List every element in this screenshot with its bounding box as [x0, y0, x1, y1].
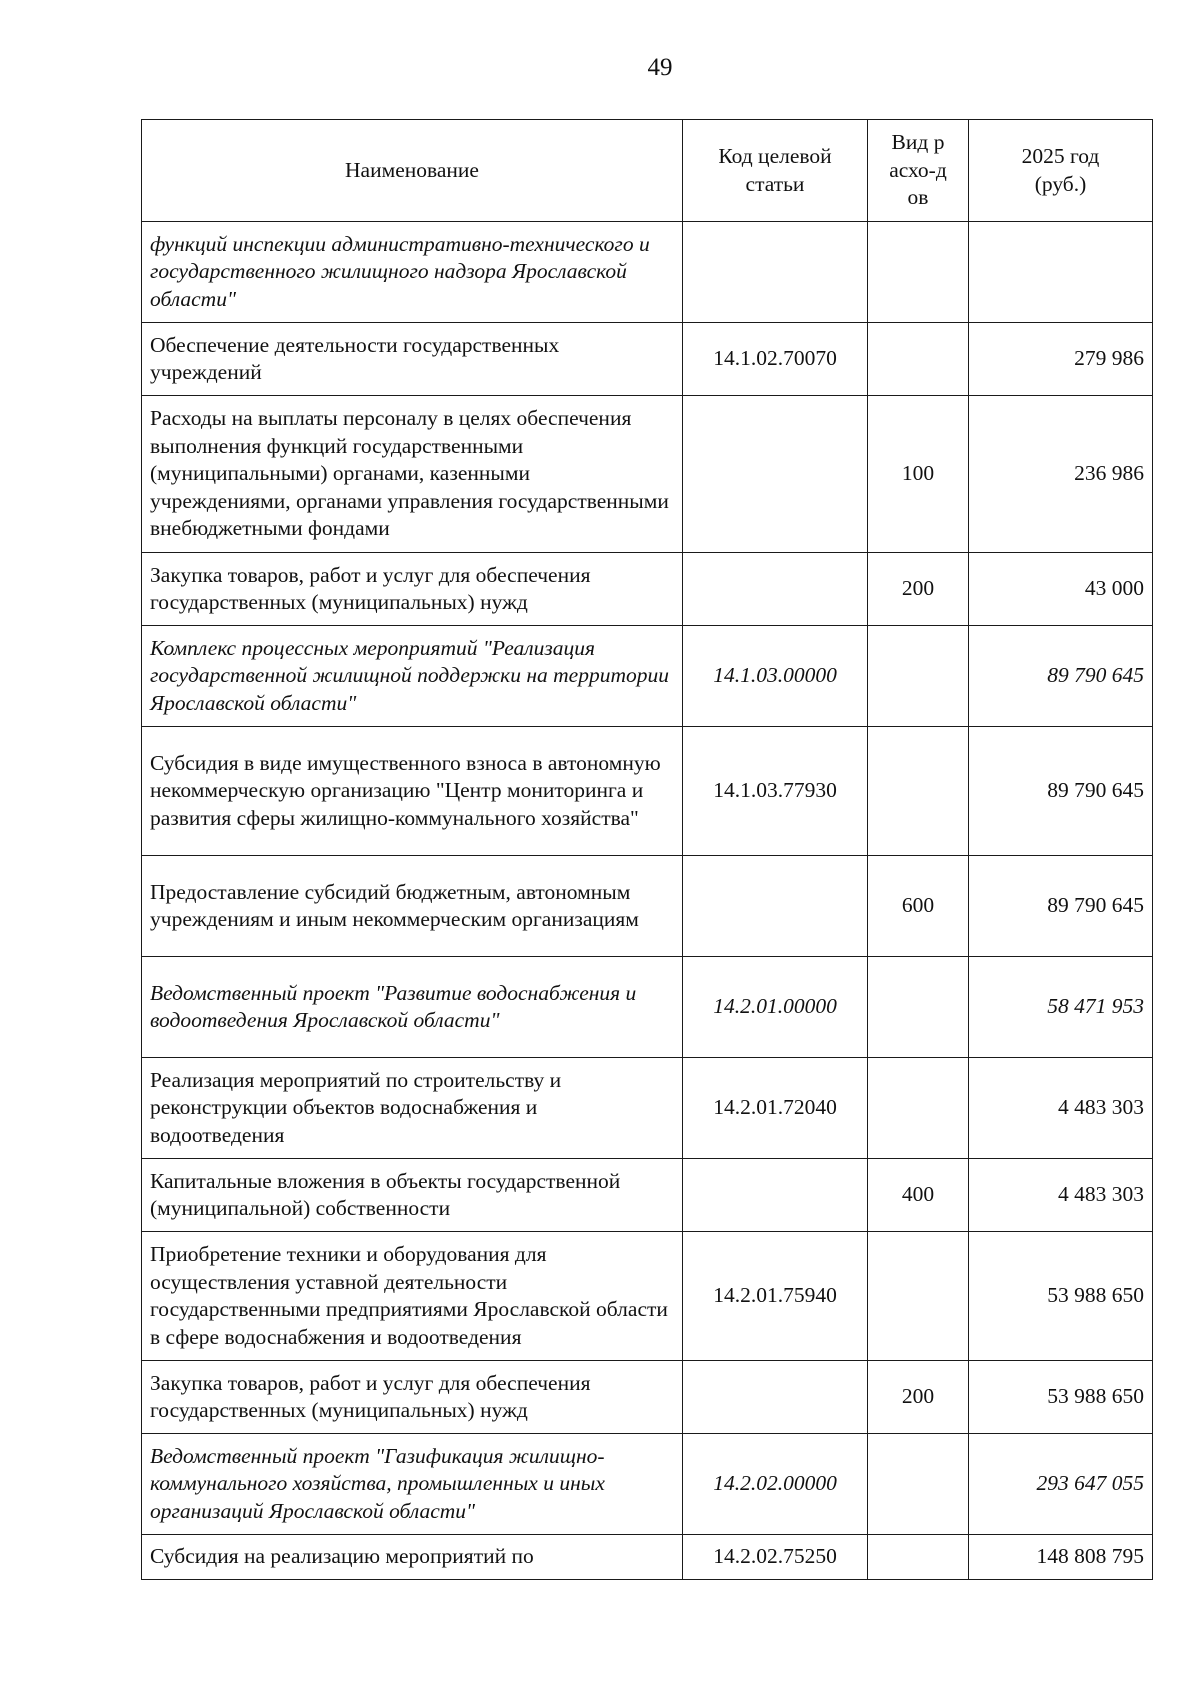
header-kind [868, 120, 969, 222]
row-name: Закупка товаров, работ и услуг для обеспечения государственных (муниципальных) нужд [142, 1361, 683, 1434]
row-code: 14.2.02.00000 [683, 1434, 868, 1535]
row-amount: 43 000 [969, 553, 1153, 626]
header-name: Наименование [142, 120, 683, 222]
row-kind: 200 [868, 553, 969, 626]
row-code: 14.2.02.75250 [683, 1535, 868, 1580]
row-amount: 89 790 645 [969, 856, 1153, 957]
row-name: Ведомственный проект "Развитие водоснабжения и водоотведения Ярославской области" [142, 957, 683, 1058]
header-row [142, 120, 1153, 222]
row-kind [868, 1535, 969, 1580]
row-name: Капитальные вложения в объекты государственной (муниципальной) собственности [142, 1159, 683, 1232]
row-kind [868, 626, 969, 727]
row-code [683, 222, 868, 323]
row-amount: 53 988 650 [969, 1232, 1153, 1361]
row-code: 14.1.02.70070 [683, 323, 868, 396]
table-row [142, 1535, 1153, 1580]
table-row [142, 396, 1153, 553]
row-amount: 58 471 953 [969, 957, 1153, 1058]
table-row [142, 957, 1153, 1058]
header-amount-text: 2025 год (руб.) [1021, 144, 1100, 196]
row-name: Реализация мероприятий по строительству и реконструкции объектов водоснабжения и водоотведения [142, 1058, 683, 1159]
table-row [142, 1361, 1153, 1434]
row-code [683, 553, 868, 626]
row-amount: 279 986 [969, 323, 1153, 396]
row-name: Субсидия в виде имущественного взноса в автономную некоммерческую организацию "Центр мониторинга и развития сферы жилищно-коммунального хозяйства" [142, 727, 683, 856]
row-name: Предоставление субсидий бюджетным, автономным учреждениям и иным некоммерческим организациям [142, 856, 683, 957]
header-amount [969, 120, 1153, 222]
header-kind-text: Вид расхо-дов [889, 130, 947, 210]
row-kind [868, 1434, 969, 1535]
row-name: Субсидия на реализацию мероприятий по [142, 1535, 683, 1580]
table-row [142, 1058, 1153, 1159]
row-code [683, 1361, 868, 1434]
table-row [142, 626, 1153, 727]
table-row [142, 1434, 1153, 1535]
row-code [683, 1159, 868, 1232]
table-header [142, 120, 1153, 222]
table-row [142, 222, 1153, 323]
table-row [142, 1232, 1153, 1361]
row-amount: 293 647 055 [969, 1434, 1153, 1535]
budget-table [141, 119, 1153, 1580]
page-number: 49 [647, 54, 673, 81]
table-row [142, 323, 1153, 396]
table-row [142, 553, 1153, 626]
row-kind: 600 [868, 856, 969, 957]
row-kind: 400 [868, 1159, 969, 1232]
row-kind [868, 957, 969, 1058]
row-amount: 89 790 645 [969, 626, 1153, 727]
table-body [142, 222, 1153, 1580]
row-code: 14.2.01.75940 [683, 1232, 868, 1361]
row-amount [969, 222, 1153, 323]
row-name: Расходы на выплаты персоналу в целях обеспечения выполнения функций государственными (муниципальными) органами, казенными учреждениями, органами управления государственными внебюджетными фондами [142, 396, 683, 553]
row-name: Ведомственный проект "Газификация жилищно-коммунального хозяйства, промышленных и иных организаций Ярославской области" [142, 1434, 683, 1535]
row-amount: 236 986 [969, 396, 1153, 553]
row-kind [868, 323, 969, 396]
row-name: Комплекс процессных мероприятий "Реализация государственной жилищной поддержки на территории Ярославской области" [142, 626, 683, 727]
row-code [683, 856, 868, 957]
table-row [142, 1159, 1153, 1232]
row-kind [868, 727, 969, 856]
row-code: 14.2.01.00000 [683, 957, 868, 1058]
row-kind [868, 1232, 969, 1361]
row-kind: 200 [868, 1361, 969, 1434]
row-code [683, 396, 868, 553]
table-row [142, 856, 1153, 957]
row-amount: 89 790 645 [969, 727, 1153, 856]
header-code [683, 120, 868, 222]
row-code: 14.1.03.00000 [683, 626, 868, 727]
row-name: функций инспекции административно-технического и государственного жилищного надзора Ярославской области" [142, 222, 683, 323]
row-name: Обеспечение деятельности государственных учреждений [142, 323, 683, 396]
row-kind [868, 1058, 969, 1159]
row-amount: 4 483 303 [969, 1159, 1153, 1232]
row-code: 14.2.01.72040 [683, 1058, 868, 1159]
row-amount: 53 988 650 [969, 1361, 1153, 1434]
row-kind: 100 [868, 396, 969, 553]
row-code: 14.1.03.77930 [683, 727, 868, 856]
row-amount: 148 808 795 [969, 1535, 1153, 1580]
header-code-text: Код целевой статьи [718, 144, 832, 196]
row-name: Приобретение техники и оборудования для осуществления уставной деятельности государственными предприятиями Ярославской области в сфере водоснабжения и водоотведения [142, 1232, 683, 1361]
row-kind [868, 222, 969, 323]
row-name: Закупка товаров, работ и услуг для обеспечения государственных (муниципальных) нужд [142, 553, 683, 626]
row-amount: 4 483 303 [969, 1058, 1153, 1159]
table-row [142, 727, 1153, 856]
